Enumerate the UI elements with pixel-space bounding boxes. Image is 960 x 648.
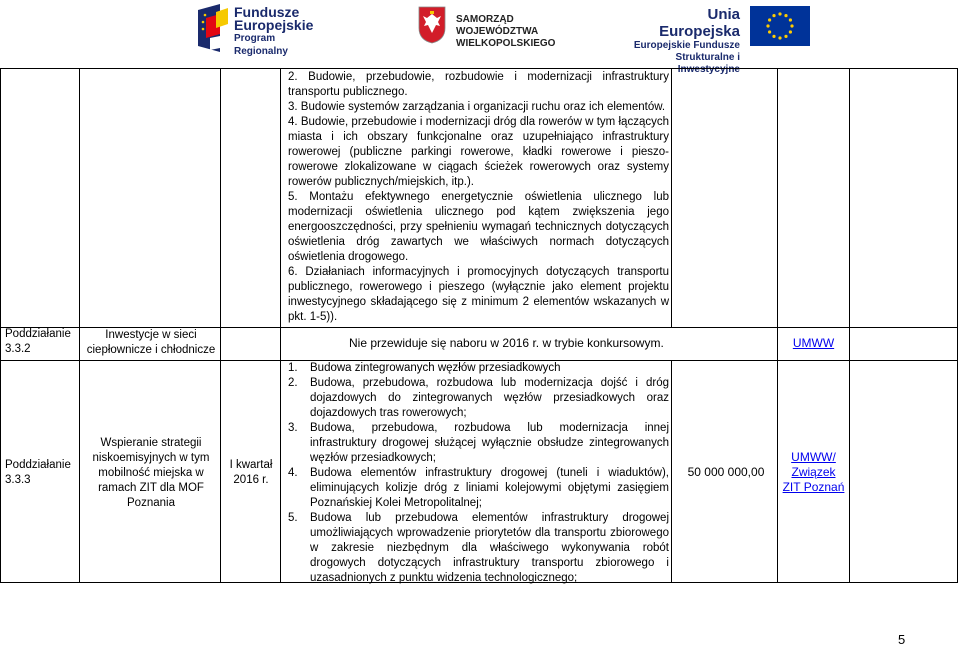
measures-table xyxy=(0,68,958,583)
list-item-text: Budowa zintegrowanych węzłów przesiadkowych xyxy=(310,362,561,374)
list-item xyxy=(288,421,669,466)
no-call-note: Nie przewiduje się naboru w 2016 r. w trybie konkursowym. xyxy=(349,336,664,350)
ue-logo-line3: Strukturalne i Inwestycyjne xyxy=(675,52,740,75)
fe-logo-line2: Europejskie xyxy=(234,17,314,33)
list-item: 5. Montażu efektywnego energetycznie oświetlenia ulicznego lub modernizacji oświetlenia ulicznego pod kątem zwiększenia jego energooszczędności, przy spełnieniu wymagań technicznych dotyczących oświetlenia dróg zawartych we właściwych normach dotyczących oświetlenia drogowego. xyxy=(288,191,669,263)
list-item-text: Budowa elementów infrastruktury drogowej (tuneli i wiaduktów), eliminujących kolizje dróg z liniami kolejowymi objętymi zasięgiem Poznańskiej Kolei Metropolitalnej; xyxy=(310,467,669,509)
sub-measure-name: Inwestycje w sieci ciepłownicze i chłodnicze xyxy=(86,329,216,356)
list-item xyxy=(288,466,669,511)
table-divider xyxy=(280,69,281,582)
list-item xyxy=(288,376,669,421)
sub-measure-name: Wspieranie strategii niskoemisyjnych w tym mobilność miejska w ramach ZIT dla MOF Poznania xyxy=(92,437,210,509)
fe-logo-line3: Program Regionalny xyxy=(234,33,288,57)
list-item xyxy=(288,511,669,586)
institution-link[interactable]: UMWW xyxy=(792,336,835,350)
list-item-number: 4. xyxy=(288,467,298,479)
list-item-number: 2. xyxy=(288,377,298,389)
samorzad-wojewodztwa-logo xyxy=(418,6,568,50)
wlkp-logo-line1: SAMORZĄD WOJEWÓDZTWA xyxy=(456,14,539,37)
fundusze-europejskie-logo xyxy=(198,4,328,57)
call-date: I kwartał 2016 r. xyxy=(229,459,273,486)
table-divider xyxy=(220,69,221,582)
fe-logo-line1: Fundusze xyxy=(234,4,300,20)
list-item-text: Budowa, przebudowa, rozbudowa lub modernizacja dojść i dróg dojazdowych do zintegrowanych węzłów przesiadkowych oraz dojazdowych tras rowerowych; xyxy=(310,377,669,419)
list-item: 6. Działaniach informacyjnych i promocyjnych dotyczących transportu publicznego, rowerowego i pieszego (wyłącznie jako element projektu inwestycyjnego składającego się z minimum 2 elementów wskazanych w pkt. 1-5)). xyxy=(288,266,669,323)
measures-list-top xyxy=(288,70,669,325)
sub-measure-code: Poddziałanie 3.3.3 xyxy=(5,459,71,486)
list-item-number: 5. xyxy=(288,512,298,524)
unia-europejska-logo xyxy=(628,4,818,75)
page-number: 5 xyxy=(898,632,906,647)
list-item: 3. Budowie systemów zarządzania i organizacji ruchu oraz ich elementów. xyxy=(288,101,666,113)
list-item-number: 3. xyxy=(288,422,298,434)
ue-logo-line2: Europejskie Fundusze xyxy=(633,40,740,51)
measures-list-333 xyxy=(288,361,669,586)
list-item-text: Budowa, przebudowa, rozbudowa lub modernizacja innej infrastruktury drogowej służącej wyłącznie obsłudze zintegrowanych węzłów przesiadkowych; xyxy=(310,422,669,464)
page-header xyxy=(0,0,960,75)
table-divider xyxy=(79,69,80,582)
list-item-number: 1. xyxy=(288,362,298,374)
table-divider xyxy=(849,69,850,582)
eu-flag-icon xyxy=(750,6,810,46)
list-item: 2. Budowie, przebudowie, rozbudowie i modernizacji infrastruktury transportu publicznego. xyxy=(288,71,669,98)
wlkp-logo-line2: WIELKOPOLSKIEGO xyxy=(456,38,556,49)
table-divider xyxy=(671,360,672,582)
eagle-crest-icon xyxy=(418,6,446,44)
fe-logo-mark-icon xyxy=(198,4,228,52)
list-item-text: Budowa lub przebudowa elementów infrastruktury drogowej umożliwiających wprowadzenie priorytetów dla transportu zbiorowego w zakresie niezbędnym dla właściwego wykonywania robót drogowych dotyczących infrastruktury transportu zbiorowego i uzasadnionych z punktu widzenia technologicznego; xyxy=(310,512,669,584)
sub-measure-code: Poddziałanie 3.3.2 xyxy=(5,328,71,355)
ue-logo-line1: Unia Europejska xyxy=(659,6,740,40)
list-item: 4. Budowie, przebudowie i modernizacji dróg dla rowerów w tym łączących miasta i ich obszary funkcjonalne oraz uzupełniająco infrastruktury rowerowej (publiczne parkingi rowerowe, kładki rowerowe i pieszo-rowerowe zlokalizowane w ciągach ścieżek rowerowych oraz systemy rowerów publicznych/miejskich, itp.). xyxy=(288,116,669,188)
allocation-amount: 50 000 000,00 xyxy=(687,465,765,479)
table-divider xyxy=(671,69,672,327)
institution-link[interactable]: UMWW/ Związek ZIT Poznań xyxy=(782,450,845,494)
list-item xyxy=(288,361,669,376)
table-divider xyxy=(777,69,778,582)
